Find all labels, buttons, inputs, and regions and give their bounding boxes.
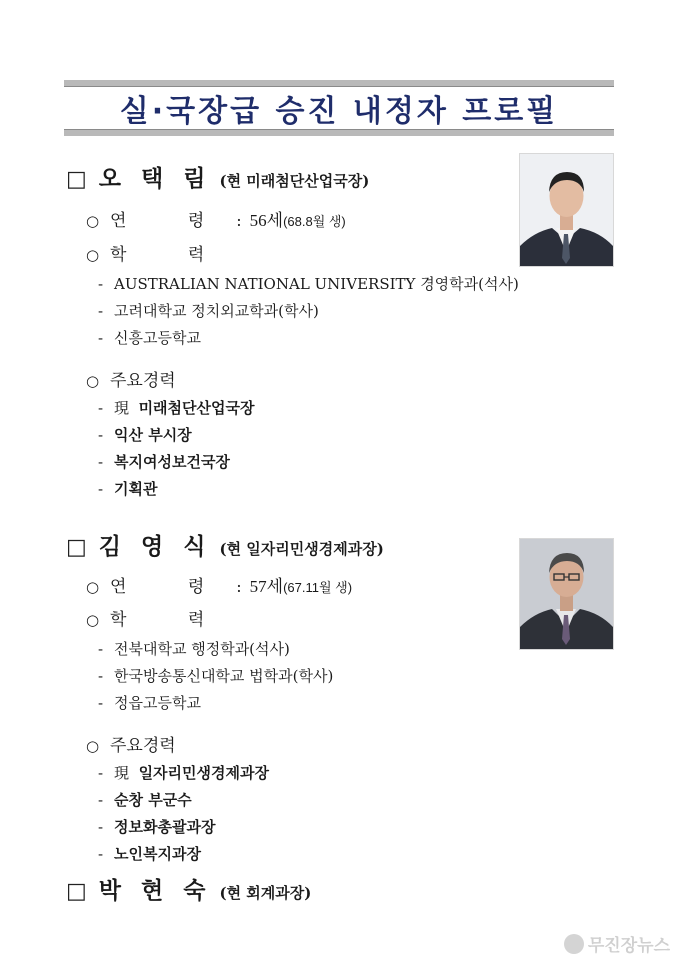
education-item: - 정읍고등학교 [98,694,201,712]
career-item: - 기획관 [98,480,158,498]
education-heading-1 [86,240,232,265]
person-photo-1 [519,153,614,267]
age-label: 연 령 [110,577,233,597]
career-label: 주요경력 [110,736,176,756]
education-item: - 신흥고등학교 [98,329,201,347]
career-item: - 정보화총괄과장 [98,818,216,836]
education-label: 학 력 [110,245,233,265]
circle-bullet-icon: ○ [86,737,100,755]
colon: : [236,577,242,596]
education-label: 학 력 [110,610,233,630]
circle-bullet-icon: ○ [86,246,100,264]
person-photo-2 [519,538,614,650]
colon: : [236,211,242,230]
age-value: 56세 [249,211,284,230]
watermark-logo-icon [564,934,584,954]
person-header-2 [66,528,384,561]
person-position: (현 회계과장) [219,884,312,902]
birth-date: (67.11월 생) [283,580,353,595]
education-heading-2 [86,605,232,630]
age-row-1 [86,206,346,231]
person-position: (현 일자리민생경제과장) [219,540,384,558]
circle-bullet-icon: ○ [86,212,100,230]
education-item: - 한국방송통신대학교 법학과(학사) [98,667,334,685]
career-item: - 익산 부시장 [98,426,192,444]
person-header-3 [66,872,311,905]
news-watermark [564,931,670,956]
checkbox-square-icon: □ [66,535,87,560]
person-name: 오 택 림 [98,166,212,192]
education-item: - 전북대학교 행정학과(석사) [98,640,290,658]
career-item: - 現 일자리민생경제과장 [98,764,269,782]
career-item: - 순창 부군수 [98,791,192,809]
education-item: - AUSTRALIAN NATIONAL UNIVERSITY 경영학과(석사) [98,275,519,293]
watermark-text: 무진장뉴스 [587,936,670,956]
current-prefix: 現 [114,764,130,782]
circle-bullet-icon: ○ [86,611,100,629]
person-name: 김 영 식 [98,534,212,560]
career-heading-1 [86,366,176,391]
career-item: - 現 미래첨단산업국장 [98,399,255,417]
circle-bullet-icon: ○ [86,372,100,390]
age-row-2 [86,572,352,597]
career-item: - 노인복지과장 [98,845,201,863]
current-prefix: 現 [114,399,130,417]
person-name: 박 현 숙 [98,878,212,904]
career-item: - 복지여성보건국장 [98,453,230,471]
person-header-1 [66,160,369,193]
career-label: 주요경력 [110,371,176,391]
career-heading-2 [86,731,176,756]
circle-bullet-icon: ○ [86,578,100,596]
birth-date: (68.8월 생) [283,214,346,229]
age-value: 57세 [249,577,284,596]
checkbox-square-icon: □ [66,167,87,192]
document-title: 실·국장급 승진 내정자 프로필 [119,94,559,129]
checkbox-square-icon: □ [66,879,87,904]
education-item: - 고려대학교 정치외교학과(학사) [98,302,319,320]
document-title-bar [64,80,614,136]
person-position: (현 미래첨단산업국장) [219,172,370,190]
age-label: 연 령 [110,211,233,231]
